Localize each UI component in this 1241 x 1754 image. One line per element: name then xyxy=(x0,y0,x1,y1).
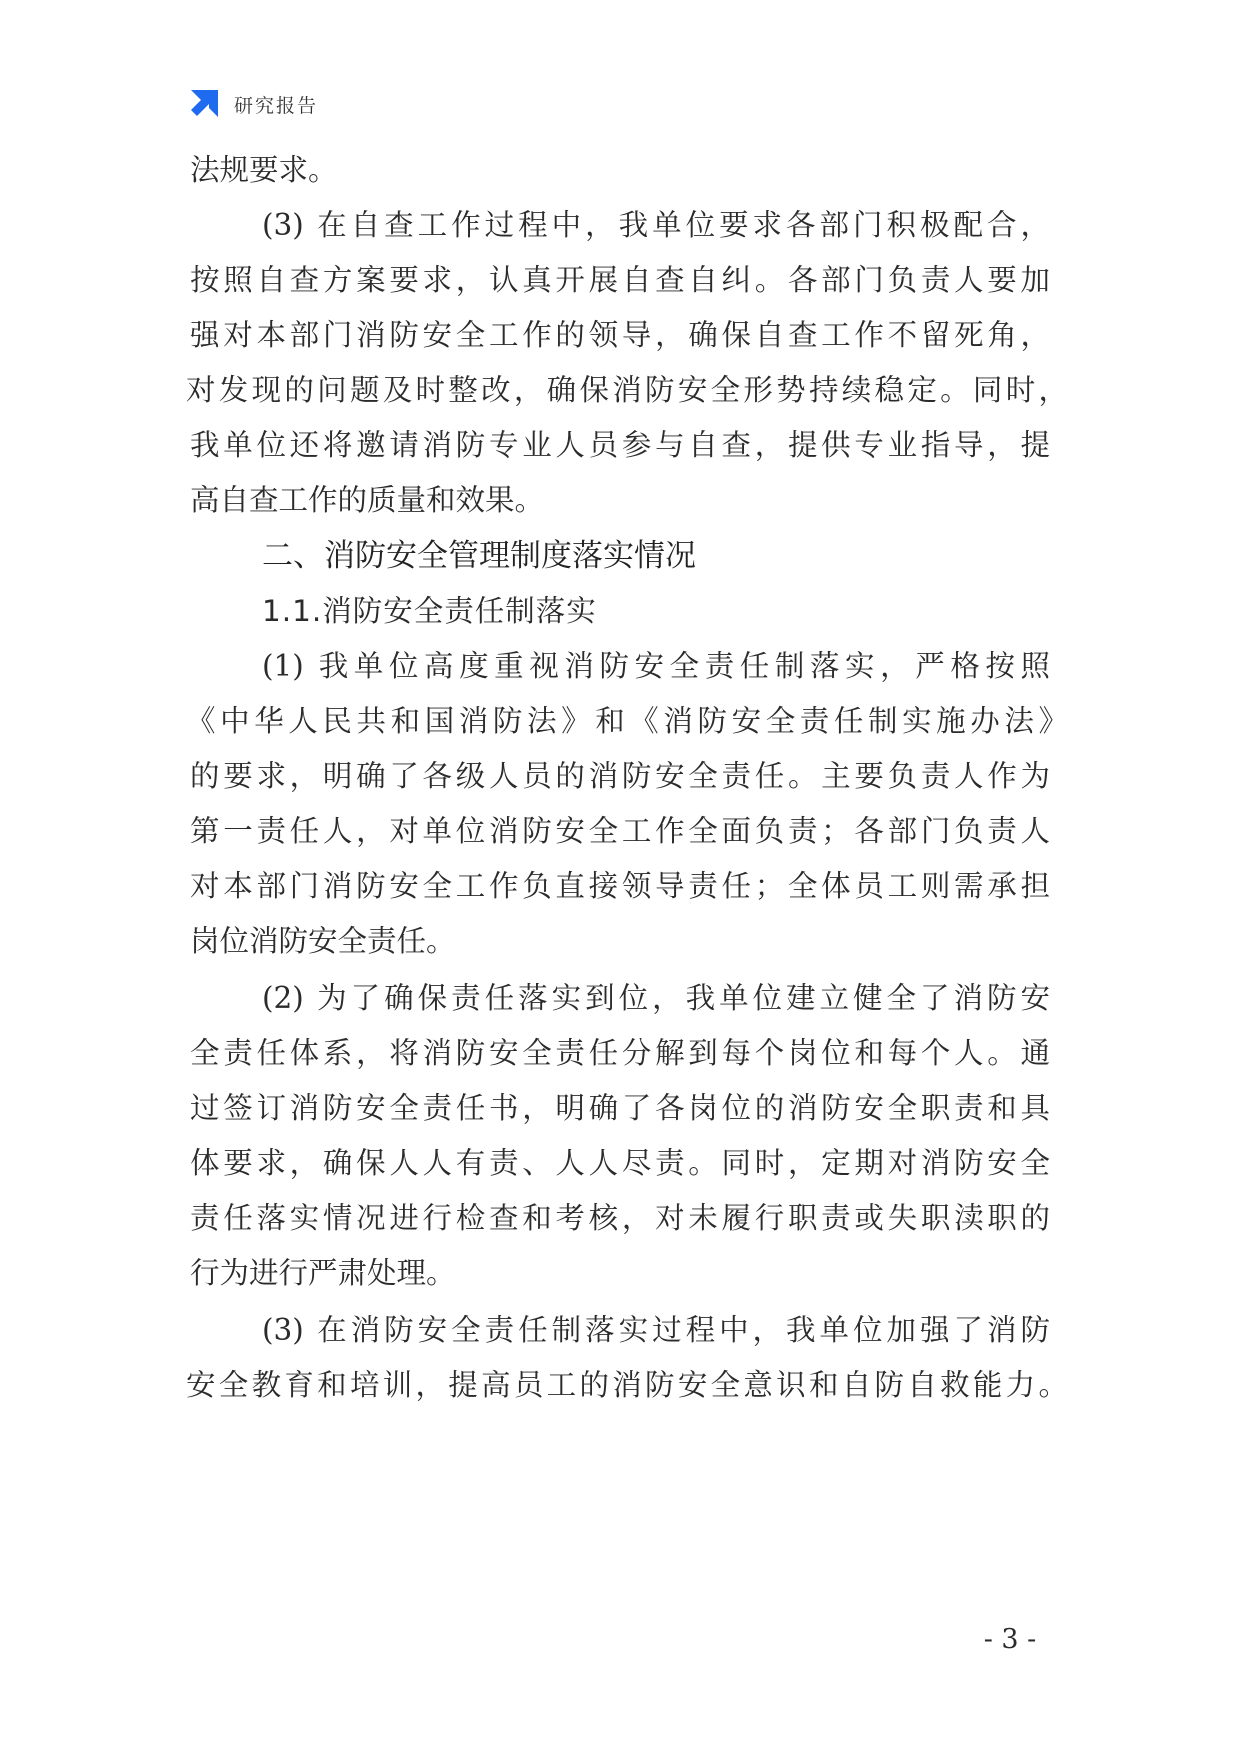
paragraph-line: 我单位还将邀请消防专业人员参与自查，提供专业指导，提 xyxy=(190,428,1050,462)
paragraph-line: 体要求，确保人人有责、人人尽责。同时，定期对消防安全 xyxy=(190,1146,1050,1180)
page-number: - 3 - xyxy=(983,1624,1037,1655)
paragraph-line: 第一责任人，对单位消防安全工作全面负责；各部门负责人 xyxy=(190,814,1050,848)
paragraph-line: (2) 为了确保责任落实到位，我单位建立健全了消防安 xyxy=(262,981,1050,1015)
paragraph-line: 法规要求。 xyxy=(190,153,338,187)
subsection-heading: 1.1.消防安全责任制落实 xyxy=(262,594,597,628)
paragraph-line: 过签订消防安全责任书，明确了各岗位的消防安全职责和具 xyxy=(190,1091,1050,1125)
paragraph-line: 岗位消防安全责任。 xyxy=(190,924,456,958)
paragraph-line: 行为进行严肃处理。 xyxy=(190,1256,456,1290)
report-logo-icon xyxy=(188,88,220,120)
paragraph-line: (1) 我单位高度重视消防安全责任制落实，严格按照 xyxy=(262,649,1050,683)
paragraph-line: 高自查工作的质量和效果。 xyxy=(190,483,545,517)
paragraph-line: (3) 在自查工作过程中，我单位要求各部门积极配合， xyxy=(262,208,1050,242)
paragraph-line: 《中华人民共和国消防法》和《消防安全责任制实施办法》 xyxy=(186,704,1068,738)
paragraph-line: 全责任体系，将消防安全责任分解到每个岗位和每个人。通 xyxy=(190,1036,1050,1070)
paragraph-line: 的要求，明确了各级人员的消防安全责任。主要负责人作为 xyxy=(190,759,1050,793)
paragraph-line: 对发现的问题及时整改，确保消防安全形势持续稳定。同时， xyxy=(186,373,1068,407)
paragraph-line: 按照自查方案要求，认真开展自查自纠。各部门负责人要加 xyxy=(190,263,1050,297)
page-header xyxy=(188,86,318,122)
paragraph-line: (3) 在消防安全责任制落实过程中，我单位加强了消防 xyxy=(262,1313,1050,1347)
paragraph-line: 强对本部门消防安全工作的领导，确保自查工作不留死角， xyxy=(190,318,1050,352)
header-title: 研究报告 xyxy=(234,94,319,117)
paragraph-line: 对本部门消防安全工作负直接领导责任；全体员工则需承担 xyxy=(190,869,1050,903)
paragraph-line: 责任落实情况进行检查和考核，对未履行职责或失职渎职的 xyxy=(190,1201,1050,1235)
paragraph-line: 安全教育和培训，提高员工的消防安全意识和自防自救能力。 xyxy=(186,1368,1068,1402)
section-heading: 二、消防安全管理制度落实情况 xyxy=(262,538,696,574)
